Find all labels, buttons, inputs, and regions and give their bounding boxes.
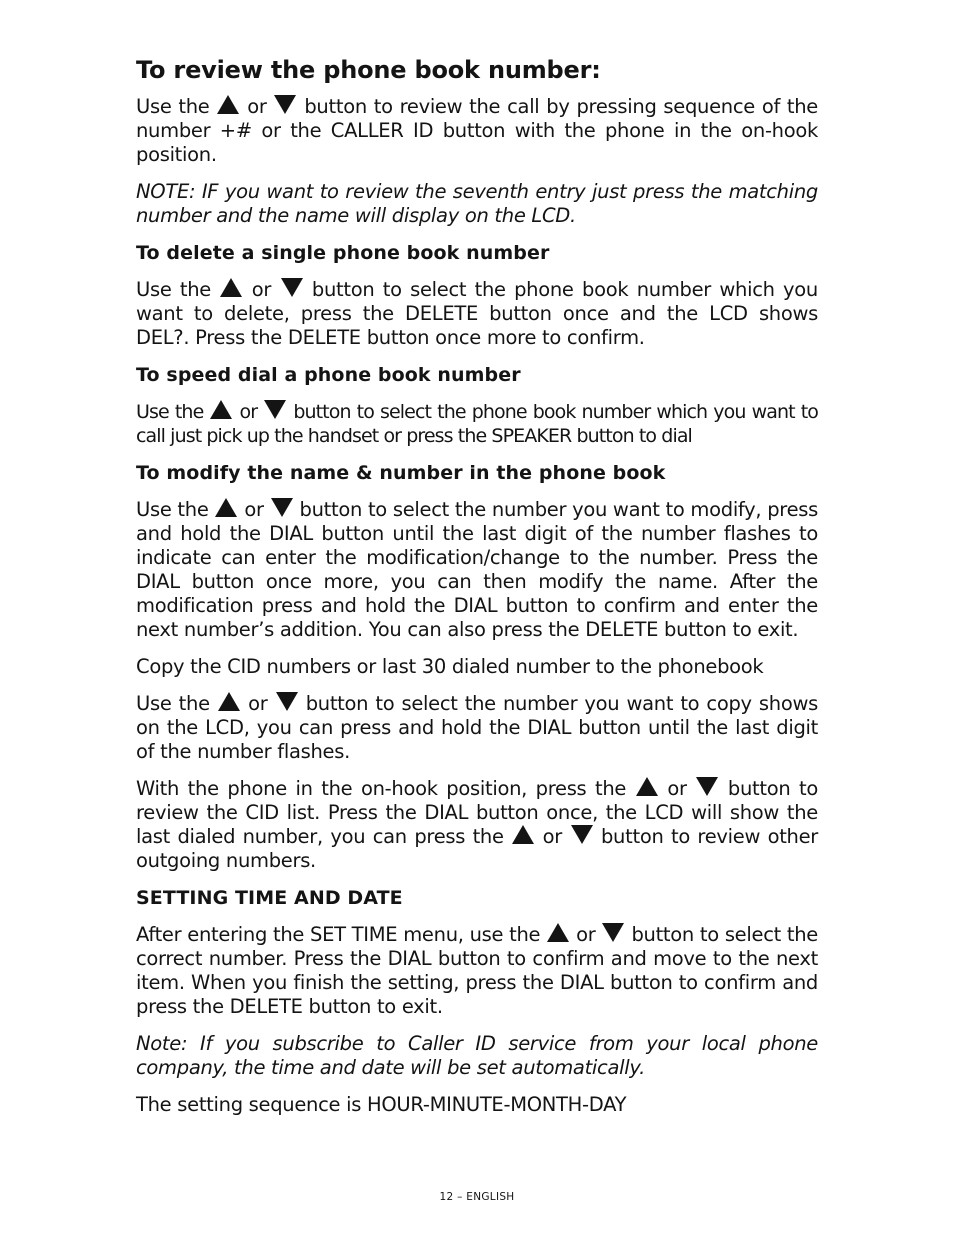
or-text: or [542,825,563,848]
down-arrow-icon [274,95,296,114]
time-text-end: button to select the correct number. Press the DIAL button to confirm and move to the next item. When you finish the setting, press the DIAL button to confirm and press the DELETE button to exit. [136,923,819,1018]
speed-dial-instructions [136,400,818,448]
review-note: NOTE: IF you want to review the seventh entry just press the matching number and the name will display on the LCD. [136,180,818,227]
copy-text-start: Use the [136,692,210,715]
copy-instructions [136,692,818,764]
review-text-end: button to review the call by pressing sequence of the number +# or the CALLER ID button with the phone in the on-hook position. [136,95,818,166]
setting-sequence: The setting sequence is HOUR-MINUTE-MONTH-DAY [136,1093,627,1116]
down-arrow-icon [696,777,718,796]
up-arrow-icon [217,95,239,114]
delete-text-start: Use the [136,278,212,301]
page-content [136,55,818,1130]
page-footer: 12 – ENGLISH [439,1191,515,1203]
modify-instructions [136,498,818,642]
down-arrow-icon [281,278,303,297]
delete-instructions [136,278,818,350]
down-arrow-icon [571,825,593,844]
up-arrow-icon [512,825,534,844]
review-instructions [136,95,818,167]
speed-text-end: button to select the phone book number which you want to call just pick up the handset or press the SPEAKER button to dial [136,401,818,447]
onhook-instructions [136,777,818,873]
up-arrow-icon [218,692,240,711]
down-arrow-icon [271,498,293,517]
page-title-colon: : [591,56,601,84]
down-arrow-icon [276,692,298,711]
page-title-text: To review the phone book number [136,56,592,84]
caller-id-note: Note: If you subscribe to Caller ID service from your local phone company, the time and date will be set automatically. [136,1032,818,1079]
or-text: or [239,401,258,423]
delete-text-end: button to select the phone book number which you want to delete, press the DELETE button once and the LCD shows DEL?. Press the DELETE button once more to confirm. [136,278,818,349]
modify-section-title: To modify the name & number in the phone book [136,462,666,484]
copy-intro: Copy the CID numbers or last 30 dialed number to the phonebook [136,655,764,678]
speed-dial-section-title: To speed dial a phone book number [136,364,521,386]
or-text: or [576,923,596,946]
or-text: or [248,692,268,715]
up-arrow-icon [220,278,242,297]
time-instructions [136,923,818,1019]
or-text: or [251,278,272,301]
review-text-start: Use the [136,95,210,118]
up-arrow-icon [547,923,569,942]
up-arrow-icon [215,498,237,517]
copy-text-end: button to select the number you want to copy shows on the LCD, you can press and hold the DIAL button until the last digit of the number flashes. [136,692,818,763]
onhook-text-middle: button to review the CID list. Press the DIAL button once, the LCD will show the last dialed number, you can press the [136,777,819,848]
up-arrow-icon [210,400,232,419]
time-text-start: After entering the SET TIME menu, use the [136,923,541,946]
speed-text-start: Use the [136,401,204,423]
time-date-section-title: SETTING TIME AND DATE [136,887,403,909]
delete-section-title: To delete a single phone book number [136,242,550,264]
modify-text-end: button to select the number you want to modify, press and hold the DIAL button until the last digit of the number flashes to indicate can enter the modification/change to the number. Press the DIAL button once more, you can then modify the name. After the modification press and hold the DIAL button to confirm and enter the next number’s addition. You can also press the DELETE button to exit. [136,498,818,641]
or-text: or [667,777,687,800]
onhook-text-end: button to review other outgoing numbers. [136,825,819,872]
or-text: or [244,498,264,521]
page-title [136,55,818,85]
down-arrow-icon [602,923,624,942]
up-arrow-icon [636,777,658,796]
onhook-text-start: With the phone in the on-hook position, press the [136,777,627,800]
modify-text-start: Use the [136,498,209,521]
down-arrow-icon [264,400,286,419]
or-text: or [247,95,267,118]
